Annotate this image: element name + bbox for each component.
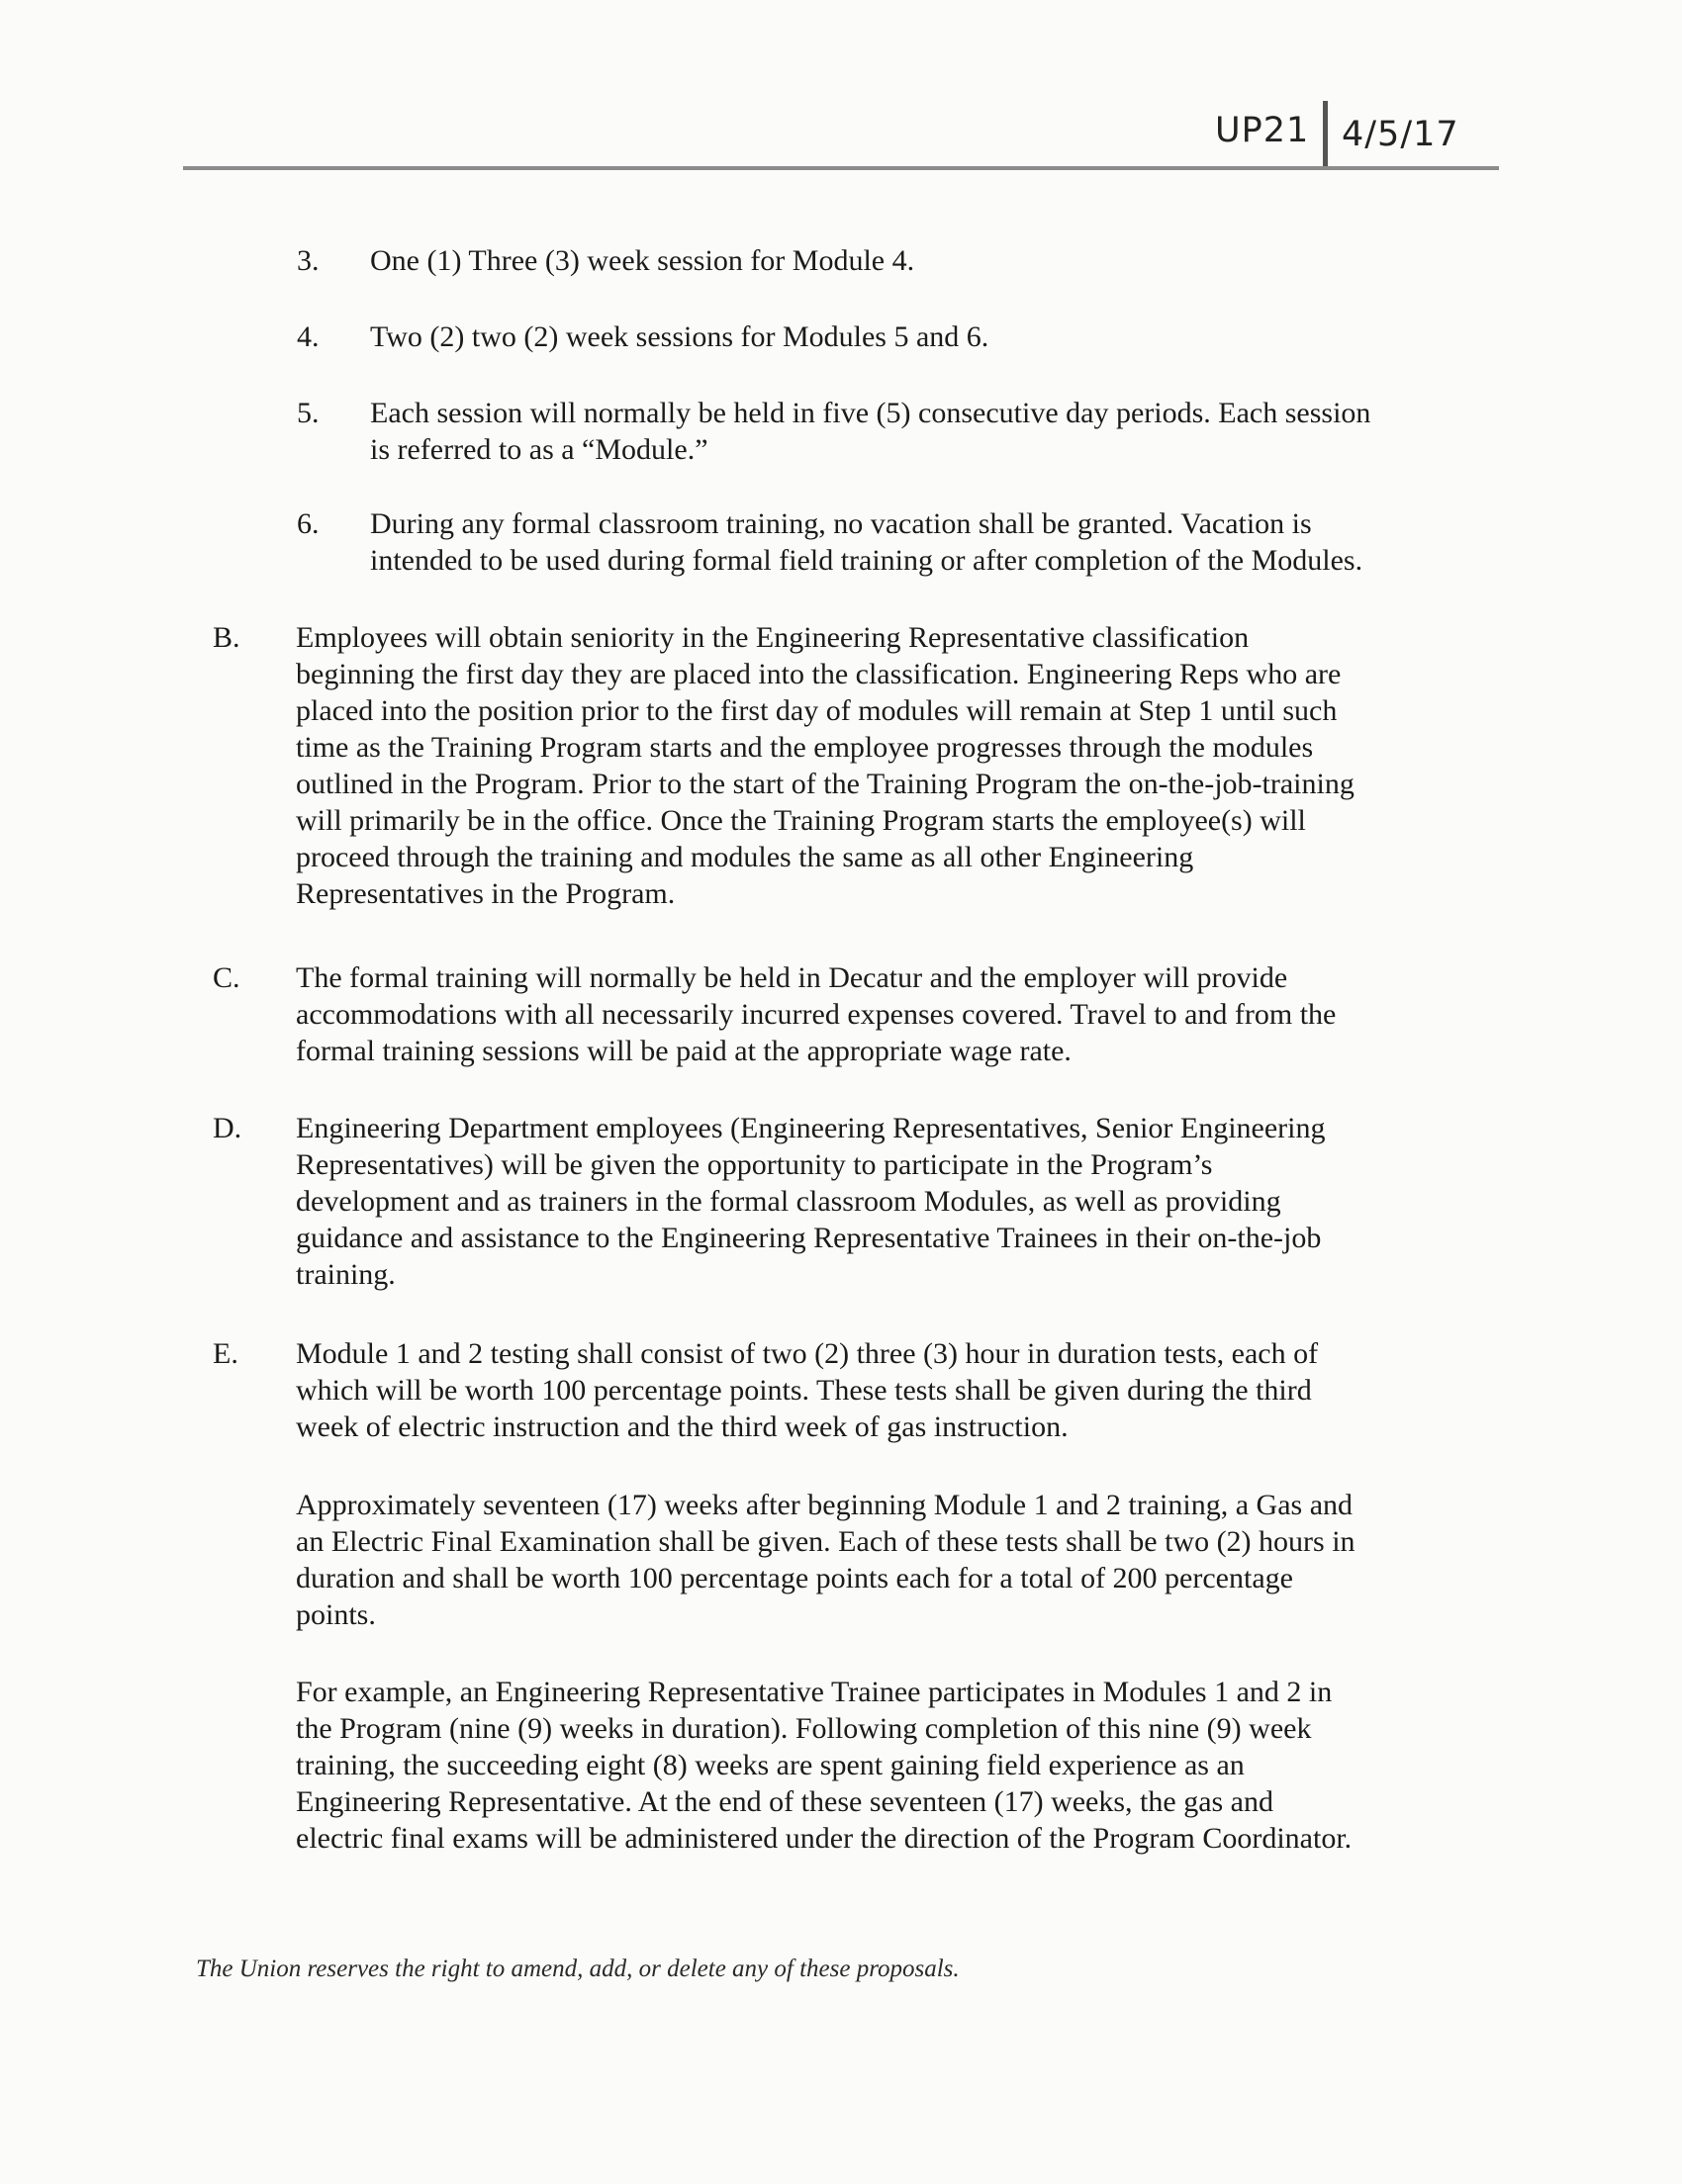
- paragraph-line: Approximately seventeen (17) weeks after beginning Module 1 and 2 training, a Gas and: [296, 1489, 1354, 1521]
- item-line: Two (2) two (2) week sessions for Modules 5 and 6.: [370, 320, 989, 353]
- section-line: proceed through the training and modules the same as all other Engineering: [296, 841, 1194, 873]
- section-line: Employees will obtain seniority in the Engineering Representative classification: [296, 621, 1250, 654]
- section-line: formal training sessions will be paid at the appropriate wage rate.: [296, 1035, 1072, 1067]
- document-date: 4/5/17: [1342, 115, 1459, 154]
- footer-note: The Union reserves the right to amend, add, or delete any of these proposals.: [196, 1956, 960, 1982]
- header-separator: [1323, 101, 1328, 166]
- section-letter: B.: [213, 621, 240, 654]
- section-line: Module 1 and 2 testing shall consist of two (2) three (3) hour in duration tests, each of: [296, 1337, 1319, 1370]
- item-line: is referred to as a “Module.”: [370, 433, 708, 466]
- item-line: Each session will normally be held in five (5) consecutive day periods. Each session: [370, 397, 1371, 429]
- item-line: intended to be used during formal field training or after completion of the Modules.: [370, 544, 1363, 577]
- section-line: training.: [296, 1258, 396, 1291]
- section-line: Representatives in the Program.: [296, 877, 676, 910]
- section-line: guidance and assistance to the Engineering Representative Trainees in their on-the-job: [296, 1222, 1322, 1254]
- section-letter: E.: [213, 1337, 238, 1370]
- section-line: The formal training will normally be held in Decatur and the employer will provide: [296, 961, 1288, 994]
- section-line: will primarily be in the office. Once the Training Program starts the employee(s) will: [296, 804, 1306, 837]
- item-line: One (1) Three (3) week session for Module 4.: [370, 244, 915, 277]
- item-line: During any formal classroom training, no vacation shall be granted. Vacation is: [370, 507, 1312, 540]
- item-number: 4.: [297, 320, 320, 353]
- paragraph-line: training, the succeeding eight (8) weeks are spent gaining field experience as an: [296, 1749, 1245, 1781]
- section-line: outlined in the Program. Prior to the start of the Training Program the on-the-job-training: [296, 768, 1355, 800]
- section-line: Engineering Department employees (Engineering Representatives, Senior Engineering: [296, 1112, 1326, 1144]
- paragraph-line: For example, an Engineering Representative Trainee participates in Modules 1 and 2 in: [296, 1676, 1333, 1708]
- document-code: UP21: [1215, 111, 1310, 150]
- paragraph-line: electric final exams will be administered under the direction of the Program Coordinator.: [296, 1822, 1353, 1855]
- paragraph-line: Engineering Representative. At the end of these seventeen (17) weeks, the gas and: [296, 1785, 1273, 1818]
- item-number: 6.: [297, 507, 320, 540]
- section-line: Representatives) will be given the opportunity to participate in the Program’s: [296, 1148, 1213, 1181]
- paragraph-line: the Program (nine (9) weeks in duration). Following completion of this nine (9) week: [296, 1712, 1312, 1745]
- section-line: placed into the position prior to the first day of modules will remain at Step 1 until such: [296, 694, 1338, 727]
- section-line: development and as trainers in the formal classroom Modules, as well as providing: [296, 1185, 1281, 1218]
- section-line: time as the Training Program starts and the employee progresses through the modules: [296, 731, 1314, 764]
- section-line: which will be worth 100 percentage points. These tests shall be given during the third: [296, 1374, 1312, 1407]
- section-line: beginning the first day they are placed into the classification. Engineering Reps who are: [296, 658, 1342, 690]
- item-number: 5.: [297, 397, 320, 429]
- section-letter: C.: [213, 961, 240, 994]
- item-number: 3.: [297, 244, 320, 277]
- section-line: week of electric instruction and the third week of gas instruction.: [296, 1410, 1069, 1443]
- paragraph-line: duration and shall be worth 100 percentage points each for a total of 200 percentage: [296, 1562, 1293, 1594]
- paragraph-line: points.: [296, 1598, 376, 1631]
- section-line: accommodations with all necessarily incurred expenses covered. Travel to and from the: [296, 998, 1337, 1031]
- paragraph-line: an Electric Final Examination shall be given. Each of these tests shall be two (2) hours in: [296, 1525, 1355, 1558]
- section-letter: D.: [213, 1112, 242, 1144]
- header-rule: [183, 166, 1499, 170]
